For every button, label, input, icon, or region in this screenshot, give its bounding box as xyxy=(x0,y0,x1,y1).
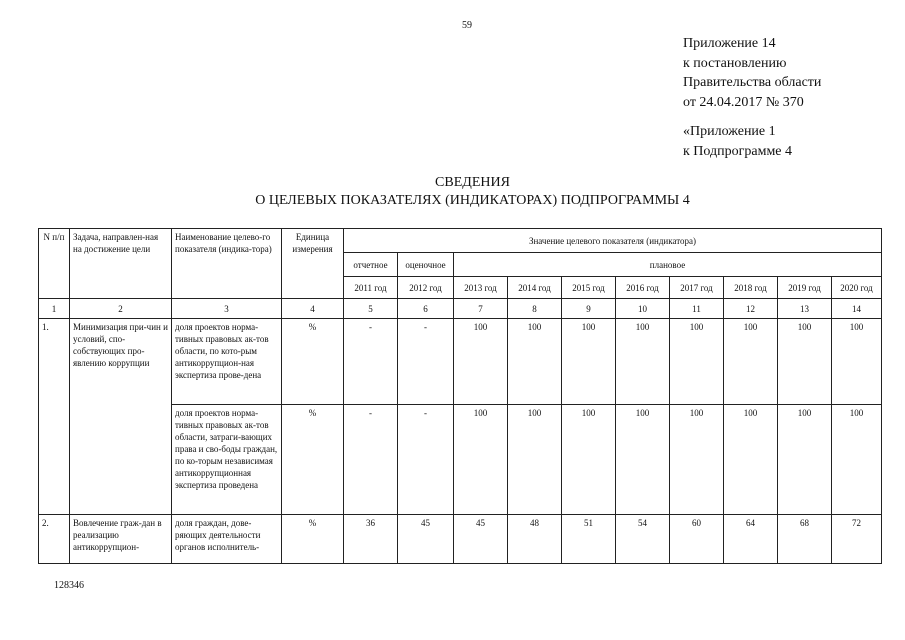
document-title: СВЕДЕНИЯ xyxy=(435,175,510,190)
row-number: 1. xyxy=(39,319,70,515)
col-number: 14 xyxy=(832,299,882,319)
appendix-header xyxy=(683,34,821,112)
appendix-line: Правительства области xyxy=(683,75,822,90)
row-unit: % xyxy=(282,405,344,515)
row-value: 45 xyxy=(398,515,454,564)
row-value: 60 xyxy=(670,515,724,564)
col-number: 1 xyxy=(39,299,70,319)
row-value: 100 xyxy=(670,319,724,405)
row-indicator xyxy=(172,515,282,564)
table-row xyxy=(39,319,882,405)
header-year: 2014 год xyxy=(508,277,562,299)
appendix-line: к Подпрограмме 4 xyxy=(683,143,793,159)
appendix-line: «Приложение 1 xyxy=(683,124,776,139)
row-value: 100 xyxy=(454,319,508,405)
header-indicator: Наименование целево-го показателя (индика-тора) xyxy=(172,229,282,299)
header-reported: отчетное xyxy=(344,253,398,277)
header-year: 2016 год xyxy=(616,277,670,299)
col-number: 11 xyxy=(670,299,724,319)
appendix-line: от 24.04.2017 № 370 xyxy=(683,94,804,110)
header-task: Задача, направлен-ная на достижение цели xyxy=(70,229,172,299)
row-value: 72 xyxy=(832,515,882,564)
row-value: 100 xyxy=(508,319,562,405)
row-indicator: доля проектов норма-тивных правовых ак-тов области, затраги-вающих права и сво-боды граждан, по ко-торым независимая антикоррупционная экспертиза проведена xyxy=(172,405,282,515)
header-year: 2017 год xyxy=(670,277,724,299)
header-estimated: оценочное xyxy=(398,253,454,277)
row-task xyxy=(70,515,172,564)
column-number-row xyxy=(39,299,882,319)
indicators-table xyxy=(38,228,882,564)
col-number: 7 xyxy=(454,299,508,319)
col-number: 13 xyxy=(778,299,832,319)
page-number: 59 xyxy=(462,20,472,31)
row-value: 100 xyxy=(724,319,778,405)
header-year: 2011 год xyxy=(344,277,398,299)
row-number: 2. xyxy=(39,515,70,564)
row-value: - xyxy=(344,319,398,405)
row-value: - xyxy=(398,405,454,515)
row-task: Минимизация при-чин и условий, спо-собствующих про-явлению коррупции xyxy=(70,319,172,515)
row-value: 100 xyxy=(508,405,562,515)
row-value: 45 xyxy=(454,515,508,564)
row-value: 100 xyxy=(778,405,832,515)
row-task-text: Вовлечение граж-дан в реализацию антикоррупцион- xyxy=(73,518,162,552)
document-code: 128346 xyxy=(54,580,84,591)
appendix-reference xyxy=(683,122,792,161)
header-value: Значение целевого показателя (индикатора) xyxy=(344,229,882,253)
col-number: 10 xyxy=(616,299,670,319)
table-row xyxy=(39,515,882,564)
col-number: 9 xyxy=(562,299,616,319)
row-value: 64 xyxy=(724,515,778,564)
header-planned: плановое xyxy=(454,253,882,277)
col-number: 12 xyxy=(724,299,778,319)
header-num: N п/п xyxy=(39,229,70,299)
col-number: 3 xyxy=(172,299,282,319)
row-value: 100 xyxy=(616,319,670,405)
col-number: 5 xyxy=(344,299,398,319)
row-value: 100 xyxy=(832,319,882,405)
row-value: 100 xyxy=(778,319,832,405)
row-value: 100 xyxy=(724,405,778,515)
row-indicator: доля проектов норма-тивных правовых ак-тов области, по кото-рым антикоррупцион-ная экспертиза прове-дена xyxy=(172,319,282,405)
header-year: 2019 год xyxy=(778,277,832,299)
appendix-line: к постановлению xyxy=(683,55,787,71)
row-value: 36 xyxy=(344,515,398,564)
row-value: 100 xyxy=(616,405,670,515)
col-number: 8 xyxy=(508,299,562,319)
row-value: 100 xyxy=(562,405,616,515)
row-value: - xyxy=(398,319,454,405)
row-value: 100 xyxy=(832,405,882,515)
row-value: 100 xyxy=(454,405,508,515)
col-number: 6 xyxy=(398,299,454,319)
row-value: 68 xyxy=(778,515,832,564)
header-year: 2012 год xyxy=(398,277,454,299)
document-subtitle: О ЦЕЛЕВЫХ ПОКАЗАТЕЛЯХ (ИНДИКАТОРАХ) ПОДПРОГРАММЫ 4 xyxy=(255,193,690,208)
col-number: 2 xyxy=(70,299,172,319)
row-value: 51 xyxy=(562,515,616,564)
row-value: 48 xyxy=(508,515,562,564)
row-unit: % xyxy=(282,319,344,405)
row-value: - xyxy=(344,405,398,515)
row-unit: % xyxy=(282,515,344,564)
header-unit: Единица измерения xyxy=(282,229,344,299)
row-value: 100 xyxy=(670,405,724,515)
row-value: 100 xyxy=(562,319,616,405)
header-year: 2013 год xyxy=(454,277,508,299)
header-year: 2015 год xyxy=(562,277,616,299)
row-value: 54 xyxy=(616,515,670,564)
row-indicator-text: доля граждан, дове-ряющих деятельности органов исполнитель- xyxy=(175,518,261,552)
appendix-line: Приложение 14 xyxy=(683,36,776,51)
header-year: 2020 год xyxy=(832,277,882,299)
col-number: 4 xyxy=(282,299,344,319)
header-year: 2018 год xyxy=(724,277,778,299)
